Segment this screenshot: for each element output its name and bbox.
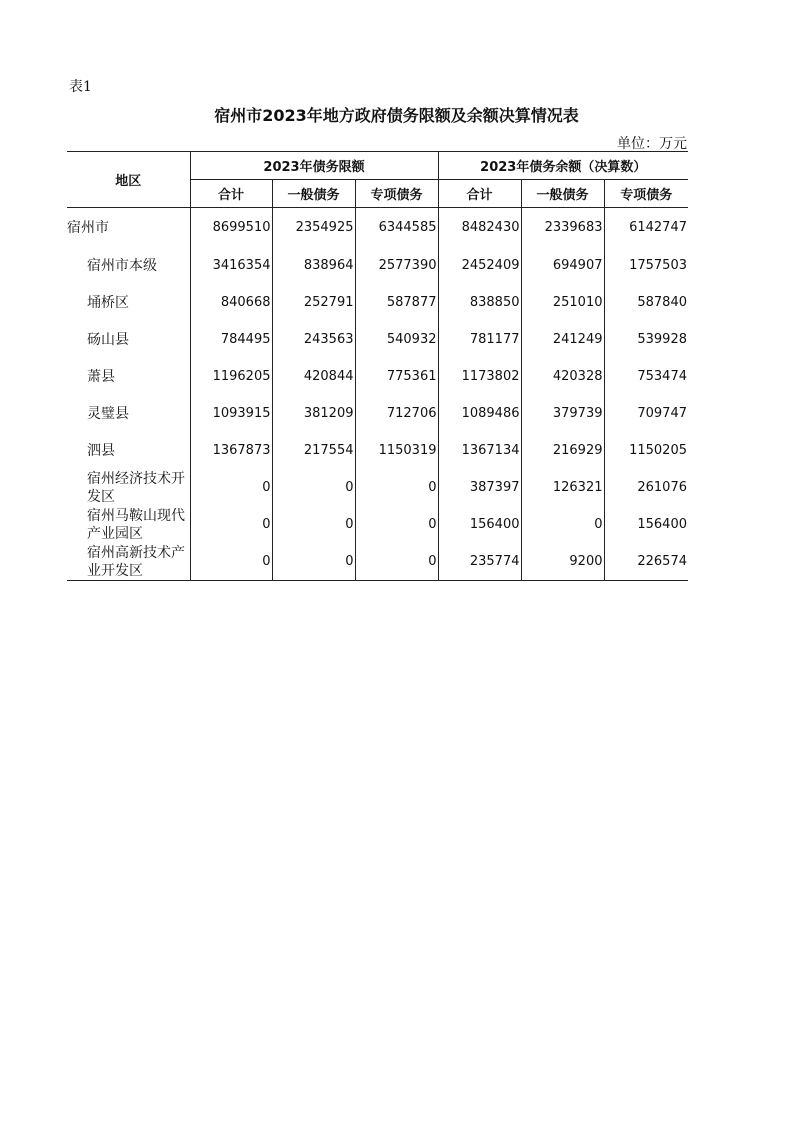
limit-general-cell: 217554	[272, 432, 355, 469]
table-row	[67, 284, 688, 321]
region-cell: 埇桥区	[67, 284, 190, 321]
table-label: 表1	[69, 79, 92, 95]
table-row	[67, 321, 688, 358]
region-cell: 宿州经济技术开发区	[67, 469, 190, 506]
balance-special-cell: 709747	[637, 406, 687, 421]
balance-special-cell: 1757503	[629, 258, 687, 273]
balance-special-cell: 226574	[604, 543, 688, 581]
balance-total-cell: 1367134	[438, 432, 521, 469]
header-limit-special: 专项债务	[355, 180, 438, 208]
header-balance-special: 专项债务	[604, 180, 688, 208]
balance-total-cell: 387397	[438, 469, 521, 506]
balance-total-cell: 1173802	[438, 358, 521, 395]
balance-general-cell: 241249	[521, 321, 604, 358]
limit-special-cell: 587877	[355, 284, 438, 321]
header-region: 地区	[67, 152, 190, 208]
balance-special-cell: 6142747	[629, 220, 687, 235]
table-row	[67, 395, 688, 432]
limit-total-cell: 784495	[190, 321, 272, 358]
header-balance-general: 一般债务	[521, 180, 604, 208]
limit-general-cell: 2354925	[272, 208, 355, 248]
balance-total-cell: 8482430	[438, 208, 521, 248]
limit-general-cell: 420844	[272, 358, 355, 395]
limit-general-cell: 243563	[272, 321, 355, 358]
limit-general-cell: 0	[272, 543, 355, 581]
limit-general-cell: 0	[272, 469, 355, 506]
limit-total-cell: 0	[190, 543, 272, 581]
table-row	[67, 358, 688, 395]
balance-general-cell: 126321	[521, 469, 604, 506]
limit-special-cell: 0	[355, 543, 438, 581]
region-cell: 宿州高新技术产业开发区	[67, 543, 190, 581]
document-title: 宿州市2023年地方政府债务限额及余额决算情况表	[214, 106, 579, 125]
header-balance-total: 合计	[438, 180, 521, 208]
limit-general-cell: 0	[272, 506, 355, 543]
limit-special-cell: 712706	[355, 395, 438, 432]
balance-total-cell: 838850	[438, 284, 521, 321]
balance-general-cell: 9200	[521, 543, 604, 581]
header-limit-general: 一般债务	[272, 180, 355, 208]
balance-total-cell: 2452409	[438, 247, 521, 284]
balance-special-cell: 587840	[637, 295, 687, 310]
header-limit-group: 2023年债务限额	[190, 152, 438, 180]
header-limit-total: 合计	[190, 180, 272, 208]
balance-special-cell: 261076	[637, 480, 687, 495]
balance-total-cell: 235774	[438, 543, 521, 581]
limit-general-cell: 838964	[272, 247, 355, 284]
region-cell: 砀山县	[67, 321, 190, 358]
limit-total-cell: 1093915	[190, 395, 272, 432]
table-body	[67, 208, 688, 581]
balance-total-cell: 1089486	[438, 395, 521, 432]
balance-special-cell: 753474	[637, 369, 687, 384]
limit-special-cell: 6344585	[355, 208, 438, 248]
balance-general-cell: 251010	[521, 284, 604, 321]
table-row	[67, 247, 688, 284]
limit-special-cell: 0	[355, 506, 438, 543]
limit-special-cell: 2577390	[355, 247, 438, 284]
limit-total-cell: 3416354	[190, 247, 272, 284]
region-cell: 宿州市本级	[67, 247, 190, 284]
balance-special-cell: 1150205	[629, 443, 687, 458]
balance-general-cell: 2339683	[521, 208, 604, 248]
limit-special-cell: 0	[355, 469, 438, 506]
limit-total-cell: 1367873	[190, 432, 272, 469]
unit-note: 单位：万元	[617, 136, 687, 152]
table-header	[67, 152, 688, 208]
limit-total-cell: 1196205	[190, 358, 272, 395]
region-cell: 萧县	[67, 358, 190, 395]
header-balance-group: 2023年债务余额（决算数）	[438, 152, 688, 180]
limit-total-cell: 0	[190, 469, 272, 506]
limit-total-cell: 8699510	[190, 208, 272, 248]
table-row	[67, 208, 688, 248]
balance-general-cell: 420328	[521, 358, 604, 395]
limit-total-cell: 840668	[190, 284, 272, 321]
region-cell: 宿州市	[67, 208, 190, 248]
balance-general-cell: 694907	[521, 247, 604, 284]
table-row	[67, 432, 688, 469]
region-cell: 泗县	[67, 432, 190, 469]
limit-total-cell: 0	[190, 506, 272, 543]
limit-general-cell: 381209	[272, 395, 355, 432]
balance-general-cell: 0	[521, 506, 604, 543]
balance-special-cell: 156400	[637, 517, 687, 532]
balance-general-cell: 216929	[521, 432, 604, 469]
table-row	[67, 469, 688, 506]
balance-general-cell: 379739	[521, 395, 604, 432]
region-cell: 宿州马鞍山现代产业园区	[67, 506, 190, 543]
limit-special-cell: 775361	[355, 358, 438, 395]
table-row	[67, 506, 688, 543]
balance-special-cell: 539928	[637, 332, 687, 347]
table-row	[67, 543, 688, 581]
balance-total-cell: 781177	[438, 321, 521, 358]
limit-special-cell: 1150319	[355, 432, 438, 469]
region-cell: 灵璧县	[67, 395, 190, 432]
balance-total-cell: 156400	[438, 506, 521, 543]
limit-general-cell: 252791	[272, 284, 355, 321]
debt-table	[67, 151, 688, 581]
limit-special-cell: 540932	[355, 321, 438, 358]
